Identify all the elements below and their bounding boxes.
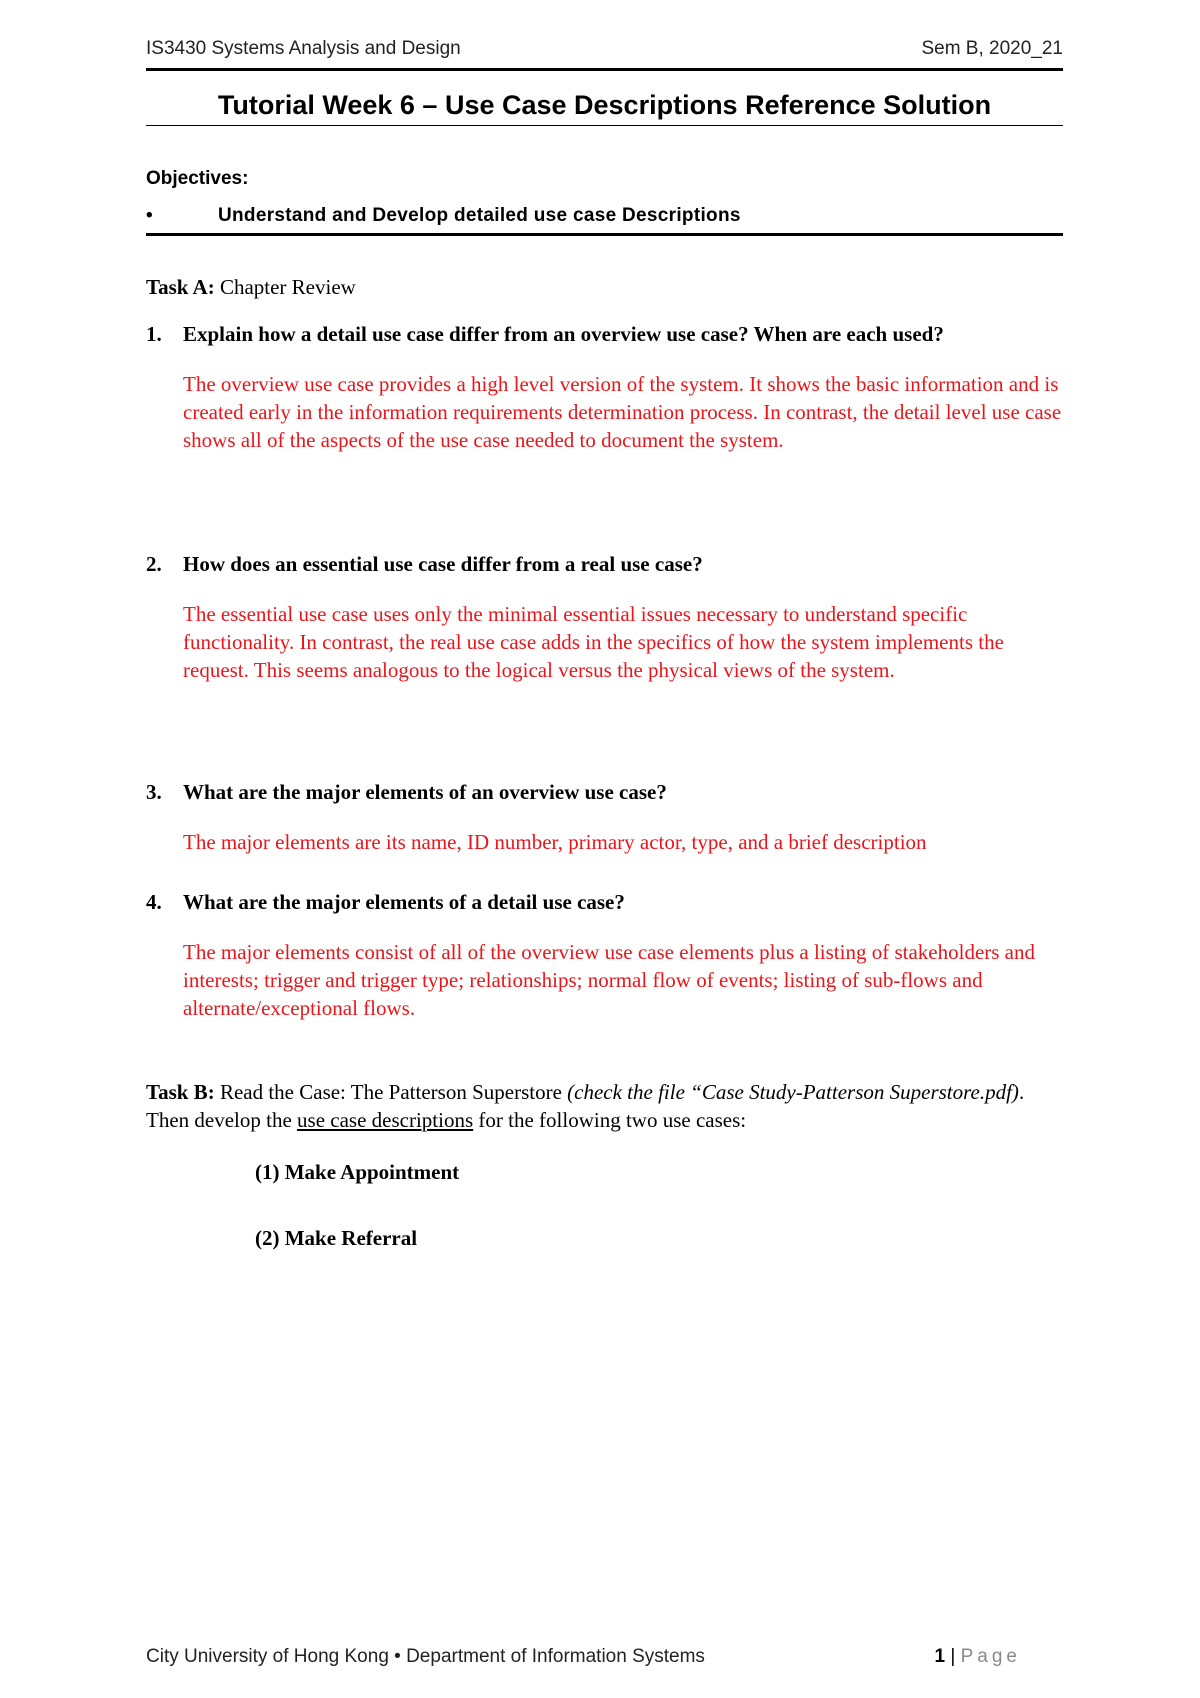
question-number: 1. (146, 322, 162, 346)
page-separator: | (945, 1646, 961, 1667)
task-b-file-reference: (check the file “Case Study-Patterson Superstore.pdf) (567, 1080, 1019, 1104)
use-case-make-appointment: (1) Make Appointment (255, 1160, 460, 1184)
page-label: Page (960, 1646, 1021, 1667)
question-text: How does an essential use case differ from a real use case? (183, 552, 703, 576)
question-2 (146, 550, 1063, 684)
answer-text: The major elements are its name, ID number, primary actor, type, and a brief description (183, 830, 927, 854)
footer-organization: City University of Hong Kong • Department of Information Systems (146, 1646, 705, 1667)
course-name: IS3430 Systems Analysis and Design (146, 38, 461, 59)
page-header (146, 38, 1063, 71)
page-title: Tutorial Week 6 – Use Case Descriptions Reference Solution (146, 90, 1063, 126)
question-number: 3. (146, 780, 162, 804)
answer-text: The overview use case provides a high level version of the system. It shows the basic information and is created early in the information requirements determination process. In contrast, the detail level use case shows all of the aspects of the use case needed to document the system. (183, 372, 1062, 452)
question-number: 2. (146, 552, 162, 576)
task-a-label: Task A: (146, 275, 215, 299)
task-b-underlined-text: use case descriptions (297, 1108, 474, 1132)
task-b-label: Task B: (146, 1080, 215, 1104)
answer-text: The essential use case uses only the minimal essential issues necessary to understand specific functionality. In contrast, the real use case adds in the specifics of how the system implements the request. This seems analogous to the logical versus the physical views of the system. (183, 602, 1004, 682)
task-a-title: Chapter Review (219, 275, 356, 299)
objective-item (146, 205, 1063, 236)
bullet-icon: • (146, 205, 153, 226)
objectives-heading: Objectives: (146, 168, 249, 189)
footer-page-indicator (935, 1646, 1021, 1668)
question-text: What are the major elements of a detail use case? (183, 890, 625, 914)
question-number: 4. (146, 890, 162, 914)
question-4 (146, 888, 1063, 1022)
use-case-make-referral: (2) Make Referral (255, 1226, 418, 1250)
semester-label: Sem B, 2020_21 (921, 38, 1063, 59)
page-number: 1 (934, 1646, 946, 1667)
question-text: Explain how a detail use case differ from an overview use case? When are each used? (183, 322, 944, 346)
task-b-paragraph (146, 1078, 1063, 1134)
question-text: What are the major elements of an overview use case? (183, 780, 667, 804)
task-b-text: . Then develop the (146, 1080, 1025, 1132)
objective-text: Understand and Develop detailed use case Descriptions (218, 205, 741, 226)
question-1 (146, 320, 1063, 454)
task-a-heading (146, 275, 356, 300)
task-b-text: for the following two use cases: (473, 1108, 747, 1132)
task-b-text: Read the Case: The Patterson Superstore (214, 1080, 568, 1104)
answer-text: The major elements consist of all of the overview use case elements plus a listing of stakeholders and interests; trigger and trigger type; relationships; normal flow of events; listing of sub-flows and alternate/exceptional flows. (183, 940, 1036, 1020)
question-3 (146, 778, 1063, 856)
